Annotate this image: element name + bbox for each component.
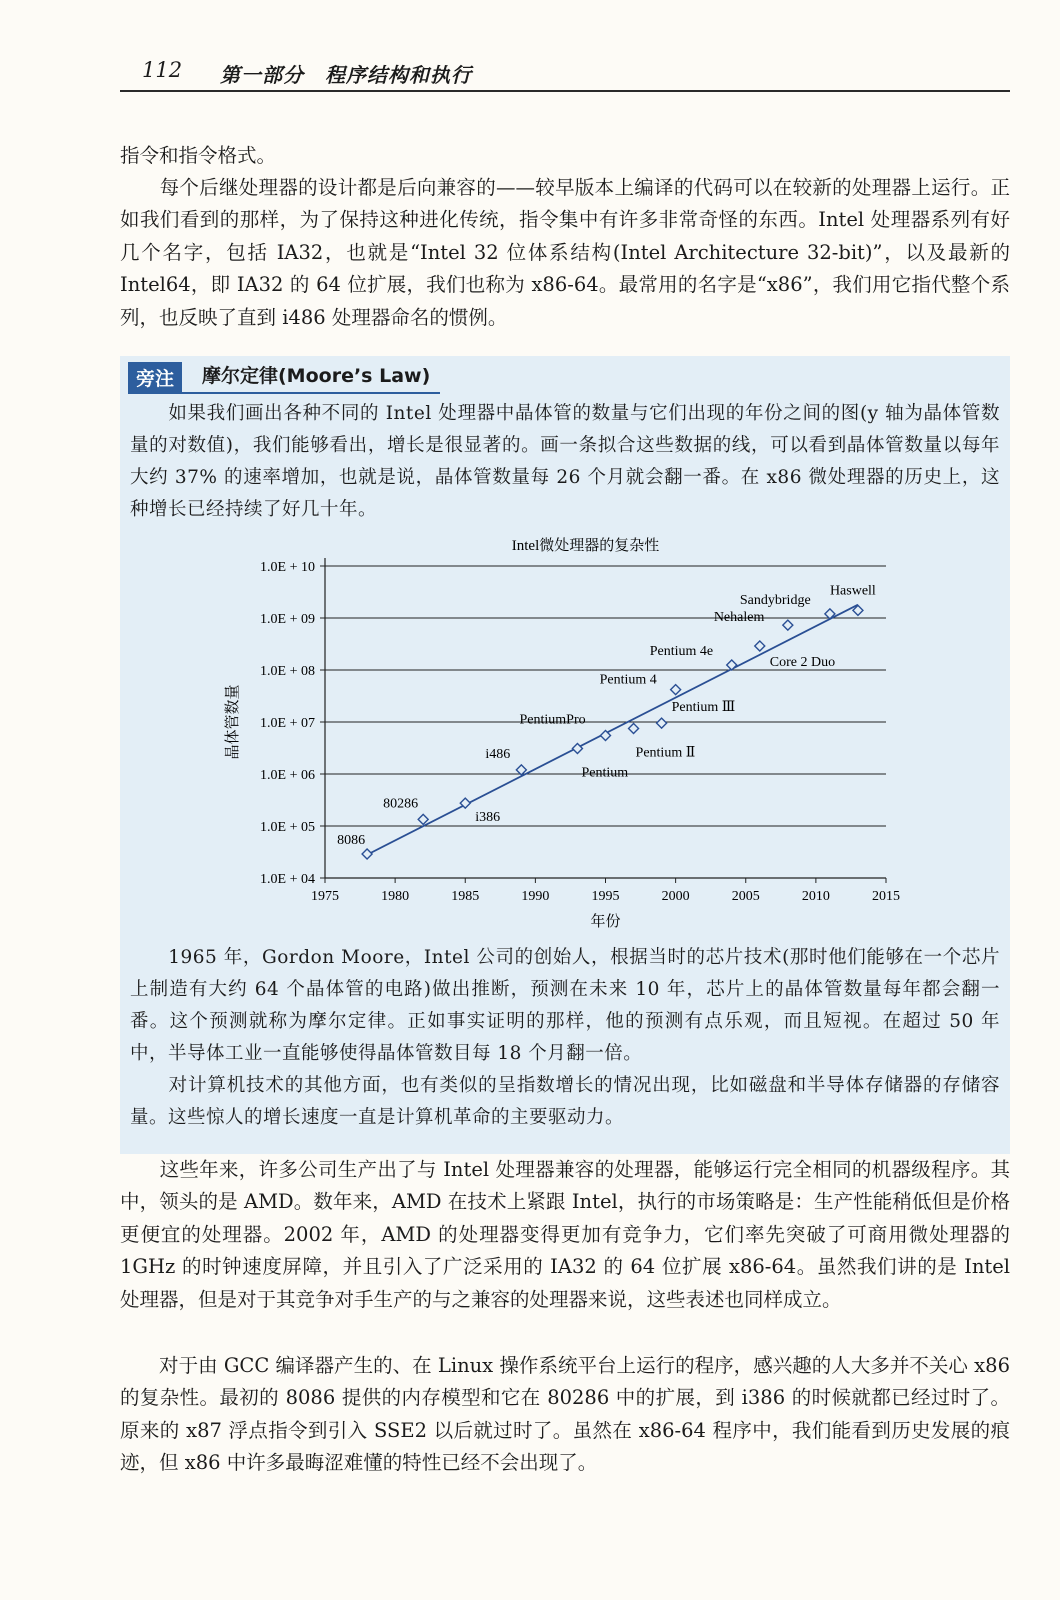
data-point — [671, 685, 681, 695]
data-point — [727, 660, 737, 670]
running-head: 第一部分 程序结构和执行 — [220, 63, 472, 87]
y-tick-label: 1.0E + 10 — [260, 560, 315, 575]
aside-box — [120, 356, 1010, 1154]
data-point — [783, 620, 793, 630]
data-label: i386 — [475, 810, 501, 826]
x-tick-label: 1995 — [591, 889, 620, 904]
x-tick-label: 1975 — [311, 889, 339, 904]
data-label: Sandybridge — [739, 592, 811, 608]
data-point — [657, 718, 667, 728]
data-label: PentiumPro — [519, 712, 586, 728]
y-tick-label: 1.0E + 08 — [260, 664, 315, 679]
aside-paragraph: 1965 年，Gordon Moore，Intel 公司的创始人，根据当时的芯片技术(那时他们能够在一个芯片上制造有大约 64 个晶体管的电路)做出推断，预测在未来 10 年，芯片上的晶体管数量每年都会翻一番。这个预测就称为摩尔定律。正如事实证明的那样，他的预测有点乐观，而且短视。在超过 50 年中，半导体工业一直能够使得晶体管数目每 18 个月翻一倍。 — [130, 947, 1000, 1064]
page-number: 112 — [142, 58, 183, 82]
aside-title-rule — [128, 392, 440, 394]
y-axis-label: 晶体管数量 — [225, 684, 241, 760]
y-tick-label: 1.0E + 05 — [260, 820, 315, 835]
moores-law-chart — [120, 528, 1010, 938]
y-tick-label: 1.0E + 04 — [260, 872, 315, 887]
x-tick-label: 2010 — [801, 889, 830, 904]
data-point — [362, 849, 372, 859]
paragraph: 每个后继处理器的设计都是后向兼容的——较早版本上编译的代码可以在较新的处理器上运行。正如我们看到的那样，为了保持这种进化传统，指令集中有许多非常奇怪的东西。Intel 处理器系列有好几个名字，包括 IA32，也就是“Intel 32 位体系结构(Intel Architecture 32-bit)”，以及最新的 Intel64，即 IA32 的 64 位扩展，我们也称为 x86-64。最常用的名字是“x86”，我们用它指代整个系列，也反映了直到 i486 处理器命名的惯例。 — [120, 176, 1010, 329]
aside-paragraph: 对计算机技术的其他方面，也有类似的呈指数增长的情况出现，比如磁盘和半导体存储器的存储容量。这些惊人的增长速度一直是计算机革命的主要驱动力。 — [130, 1075, 1000, 1128]
data-label: Nehalem — [713, 610, 765, 626]
data-point — [629, 723, 639, 733]
data-label: Pentium 4e — [649, 643, 714, 659]
data-label: Haswell — [829, 583, 876, 599]
paragraph: 这些年来，许多公司生产出了与 Intel 处理器兼容的处理器，能够运行完全相同的机器级程序。其中，领头的是 AMD。数年来，AMD 在技术上紧跟 Intel，执行的市场策略是：生产性能稍低但是价格更便宜的处理器。2002 年，AMD 的处理器变得更加有竞争力，它们率先突破了可商用微处理器的 1GHz 的时钟速度屏障，并且引入了广泛采用的 IA32 的 64 位扩展 x86-64。虽然我们讲的是 Intel 处理器，但是对于其竞争对手生产的与之兼容的处理器来说，这些表述也同样成立。 — [120, 1158, 1010, 1311]
aside-tag: 旁注 — [128, 362, 182, 393]
x-tick-label: 2015 — [872, 889, 900, 904]
x-tick-label: 1985 — [451, 889, 480, 904]
data-point — [755, 641, 765, 651]
data-label: Pentium Ⅱ — [635, 745, 696, 761]
data-label: 80286 — [383, 796, 419, 812]
x-tick-label: 1990 — [521, 889, 550, 904]
page-header — [120, 56, 1010, 92]
x-tick-label: 2000 — [661, 889, 690, 904]
x-tick-label: 1980 — [381, 889, 410, 904]
trend-line — [367, 605, 858, 855]
aside-paragraph: 如果我们画出各种不同的 Intel 处理器中晶体管的数量与它们出现的年份之间的图(y 轴为晶体管数量的对数值)，我们能够看出，增长是很显著的。画一条拟合这些数据的线，可以看到晶体管数量以每年大约 37% 的速率增加，也就是说，晶体管数量每 26 个月就会翻一番。在 x86 微处理器的历史上，这种增长已经持续了好几十年。 — [130, 403, 1000, 520]
paragraph: 指令和指令格式。 — [120, 144, 277, 167]
data-label: Pentium — [581, 765, 629, 781]
y-tick-label: 1.0E + 07 — [260, 716, 315, 731]
data-label: i486 — [485, 746, 511, 762]
x-tick-label: 2005 — [731, 889, 760, 904]
data-label: Core 2 Duo — [769, 654, 836, 670]
aside-title: 摩尔定律(Moore’s Law) — [202, 365, 431, 387]
y-tick-label: 1.0E + 09 — [260, 612, 315, 627]
data-label: 8086 — [337, 832, 366, 848]
data-point — [418, 814, 428, 824]
y-tick-label: 1.0E + 06 — [260, 768, 315, 783]
chart-title: Intel微处理器的复杂性 — [511, 538, 660, 554]
paragraph: 对于由 GCC 编译器产生的、在 Linux 操作系统平台上运行的程序，感兴趣的人大多并不关心 x86 的复杂性。最初的 8086 提供的内存模型和它在 80286 中的扩展，到 i386 的时候就都已经过时了。原来的 x87 浮点指令到引入 SSE2 以后就过时了。虽然在 x86-64 程序中，我们能看到历史发展的痕迹，但 x86 中许多最晦涩难懂的特性已经不会出现了。 — [120, 1354, 1010, 1475]
data-label: Pentium 4 — [599, 672, 657, 688]
x-axis-label: 年份 — [590, 914, 621, 930]
data-label: Pentium Ⅲ — [671, 700, 736, 716]
